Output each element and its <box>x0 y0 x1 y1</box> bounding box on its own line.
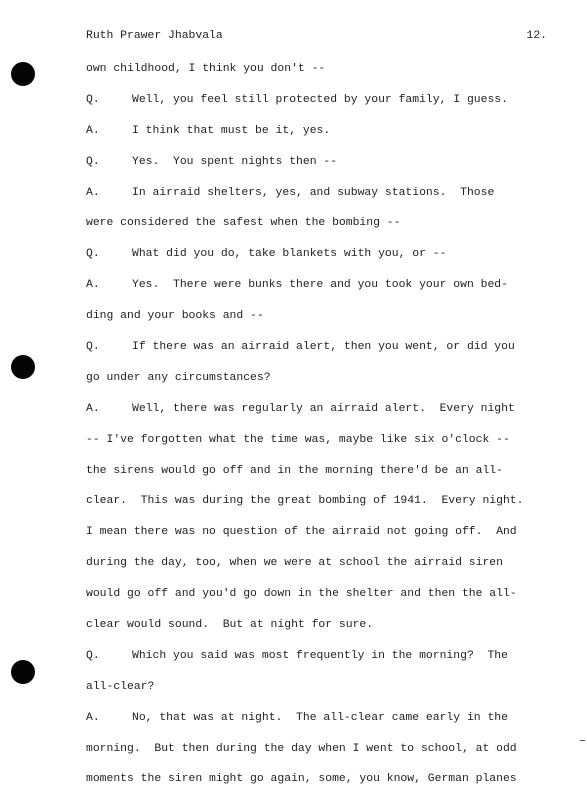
transcript-line <box>86 184 546 215</box>
line-text: If there was an airraid alert, then you went, or did you <box>132 341 515 354</box>
transcript-line <box>86 91 546 122</box>
line-text: Yes. You spent nights then -- <box>132 155 338 168</box>
transcript-line <box>86 369 546 400</box>
speaker-label: A. <box>86 186 100 199</box>
speaker-label: Q. <box>86 341 100 354</box>
line-text: What did you do, take blankets with you, or -- <box>132 248 447 261</box>
line-text: I think that must be it, yes. <box>132 124 331 137</box>
binder-hole <box>11 660 35 684</box>
transcript-line <box>86 585 546 616</box>
line-text: own childhood, I think you don't -- <box>86 63 326 75</box>
line-text: Yes. There were bunks there and you took your own bed- <box>132 279 508 292</box>
transcript-line <box>86 338 546 369</box>
speaker-label: Q. <box>86 155 100 168</box>
transcript-line <box>86 709 546 740</box>
transcript-line <box>86 307 546 338</box>
transcript-line <box>86 554 546 585</box>
transcript-line <box>86 122 546 153</box>
line-text: clear. This was during the great bombing of 1941. Every night. <box>86 495 524 508</box>
transcript-line <box>86 462 546 493</box>
line-text: moments the siren might go again, some, you know, German planes <box>86 773 517 786</box>
transcript-line <box>86 245 546 276</box>
transcript-line <box>86 214 546 245</box>
line-text: were considered the safest when the bombing -- <box>86 217 401 230</box>
speaker-label: Q. <box>86 649 100 662</box>
line-text: Well, there was regularly an airraid alert. Every night <box>132 402 515 415</box>
line-text: the sirens would go off and in the morning there'd be an all- <box>86 464 503 477</box>
transcript-line <box>86 492 546 523</box>
line-text: during the day, too, when we were at school the airraid siren <box>86 557 503 570</box>
line-text: No, that was at night. The all-clear came early in the <box>132 711 508 724</box>
line-text: clear would sound. But at night for sure. <box>86 619 374 632</box>
line-text: In airraid shelters, yes, and subway stations. Those <box>132 186 495 199</box>
transcript-line <box>86 276 546 307</box>
transcript-line <box>86 740 546 771</box>
transcript-line <box>86 60 546 91</box>
speaker-label: A. <box>86 124 100 137</box>
line-text: go under any circumstances? <box>86 371 271 384</box>
page-number: 12. <box>526 30 547 42</box>
speaker-label: A. <box>86 711 100 724</box>
speaker-label: Q. <box>86 93 100 106</box>
transcript-line <box>86 400 546 431</box>
line-text: all-clear? <box>86 680 155 693</box>
transcript-line <box>86 431 546 462</box>
speaker-label: Q. <box>86 248 100 261</box>
transcript-line <box>86 616 546 647</box>
transcript-line <box>86 647 546 678</box>
line-text: I mean there was no question of the airraid not going off. And <box>86 526 517 539</box>
transcript-line <box>86 770 546 801</box>
transcript-line <box>86 523 546 554</box>
line-text: Well, you feel still protected by your family, I guess. <box>132 93 508 106</box>
transcript-body <box>86 60 546 801</box>
line-text: ding and your books and -- <box>86 310 264 323</box>
binder-hole <box>11 62 35 86</box>
line-text: morning. But then during the day when I went to school, at odd <box>86 742 517 755</box>
transcript-line <box>86 153 546 184</box>
line-text: Which you said was most frequently in the morning? The <box>132 649 508 662</box>
speaker-label: A. <box>86 402 100 415</box>
line-text: -- I've forgotten what the time was, maybe like six o'clock -- <box>86 433 510 446</box>
binder-hole <box>11 355 35 379</box>
speaker-label: A. <box>86 279 100 292</box>
line-text: would go off and you'd go down in the shelter and then the all- <box>86 588 517 601</box>
edge-mark <box>580 740 585 741</box>
header-author: Ruth Prawer Jhabvala <box>86 30 223 42</box>
transcript-line <box>86 678 546 709</box>
page-header <box>86 28 547 44</box>
